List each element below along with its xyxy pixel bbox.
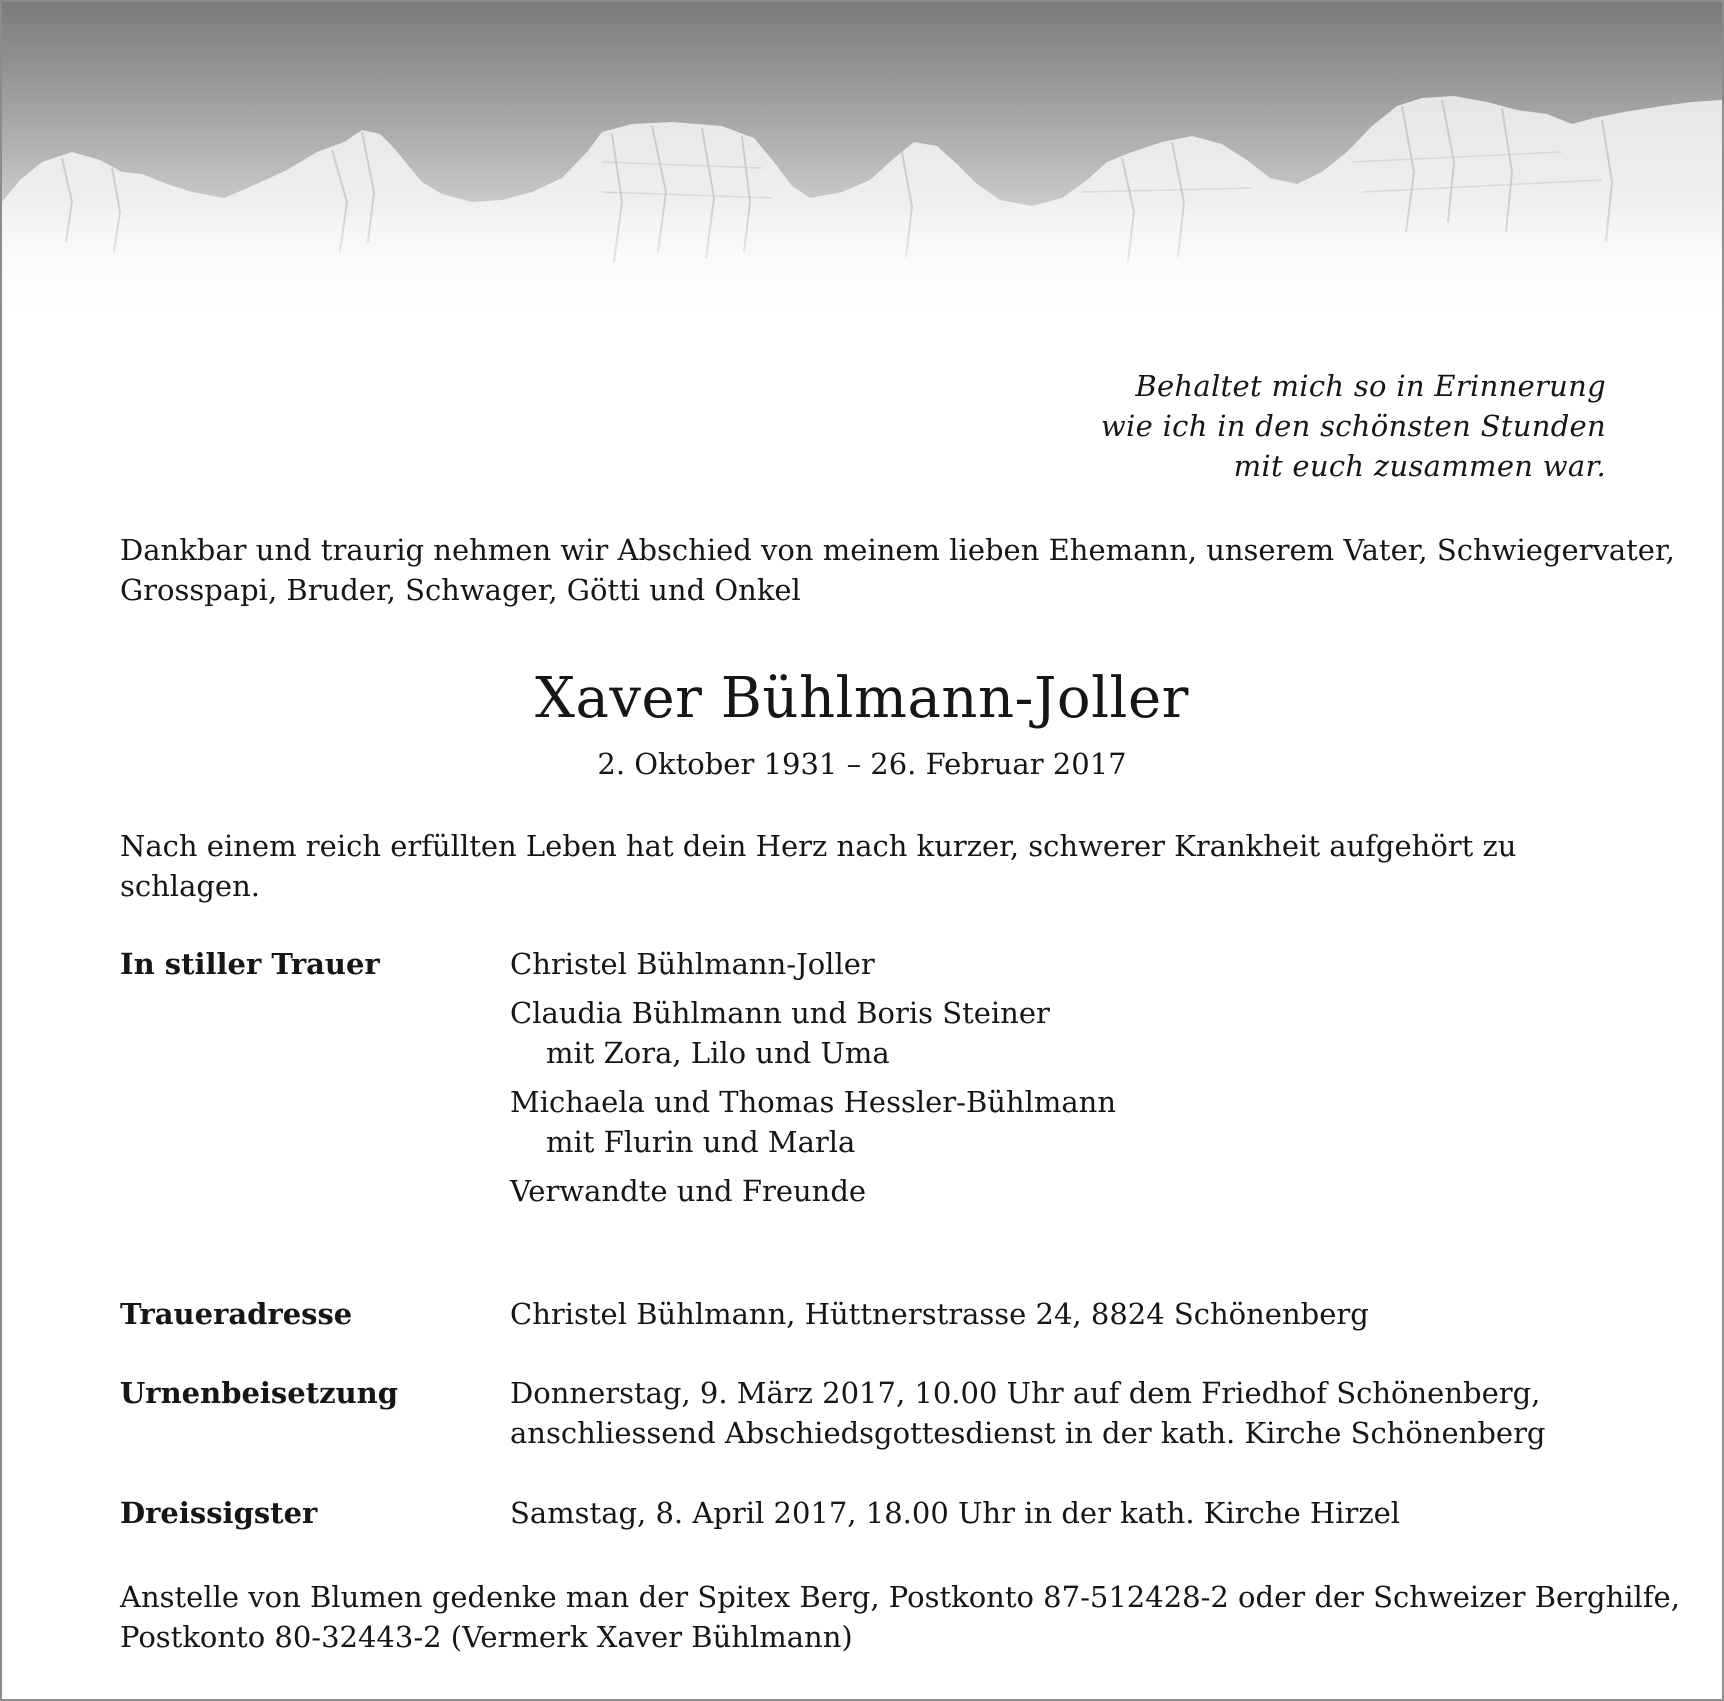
address-value: Christel Bühlmann, Hüttnerstrasse 24, 8824 Schönenberg (510, 1297, 1369, 1331)
donation-note (120, 1577, 1680, 1657)
mourner-entry: Michaela und Thomas Hessler-Bühlmann (510, 1085, 1117, 1119)
mourners-list (510, 944, 1660, 1211)
burial-label: Urnenbeisetzung (120, 1376, 399, 1410)
burial-line: anschliessend Abschiedsgottesdienst in der kath. Kirche Schönenberg (510, 1416, 1546, 1450)
mourner-entry: mit Zora, Lilo und Uma (546, 1036, 890, 1070)
memorial-quote (1101, 366, 1606, 486)
quote-line: mit euch zusammen war. (1233, 449, 1606, 483)
burial-line: Donnerstag, 9. März 2017, 10.00 Uhr auf dem Friedhof Schönenberg, (510, 1376, 1541, 1410)
quote-line: wie ich in den schönsten Stunden (1100, 409, 1606, 443)
life-dates: 2. Oktober 1931 – 26. Februar 2017 (597, 747, 1127, 781)
thirtieth-value: Samstag, 8. April 2017, 18.00 Uhr in der kath. Kirche Hirzel (510, 1496, 1401, 1530)
mourner-entry: Verwandte und Freunde (510, 1174, 867, 1208)
donation-line: Postkonto 80-32443-2 (Vermerk Xaver Bühlmann) (120, 1620, 853, 1654)
deceased-name: Xaver Bühlmann-Joller (535, 666, 1189, 731)
donation-line: Anstelle von Blumen gedenke man der Spitex Berg, Postkonto 87-512428-2 oder der Schweizer Berghilfe, (120, 1580, 1680, 1614)
statement-text: Nach einem reich erfüllten Leben hat dein Herz nach kurzer, schwerer Krankheit aufgehört zu schlagen. (120, 829, 1517, 903)
intro-line: Dankbar und traurig nehmen wir Abschied von meinem lieben Ehemann, unserem Vater, Schwiegervater, (120, 533, 1675, 567)
address-label: Traueradresse (120, 1297, 353, 1331)
intro-text (120, 530, 1675, 610)
quote-line: Behaltet mich so in Erinnerung (1135, 369, 1606, 403)
thirtieth-label: Dreissigster (120, 1496, 318, 1530)
mountain-panorama-image (2, 2, 1722, 332)
mourner-entry: Christel Bühlmann-Joller (510, 947, 875, 981)
burial-details (510, 1373, 1660, 1453)
intro-line: Grosspapi, Bruder, Schwager, Götti und Onkel (120, 573, 801, 607)
mourners-label: In stiller Trauer (120, 947, 380, 981)
mourner-entry: mit Flurin und Marla (546, 1125, 856, 1159)
mourner-entry: Claudia Bühlmann und Boris Steiner (510, 996, 1050, 1030)
